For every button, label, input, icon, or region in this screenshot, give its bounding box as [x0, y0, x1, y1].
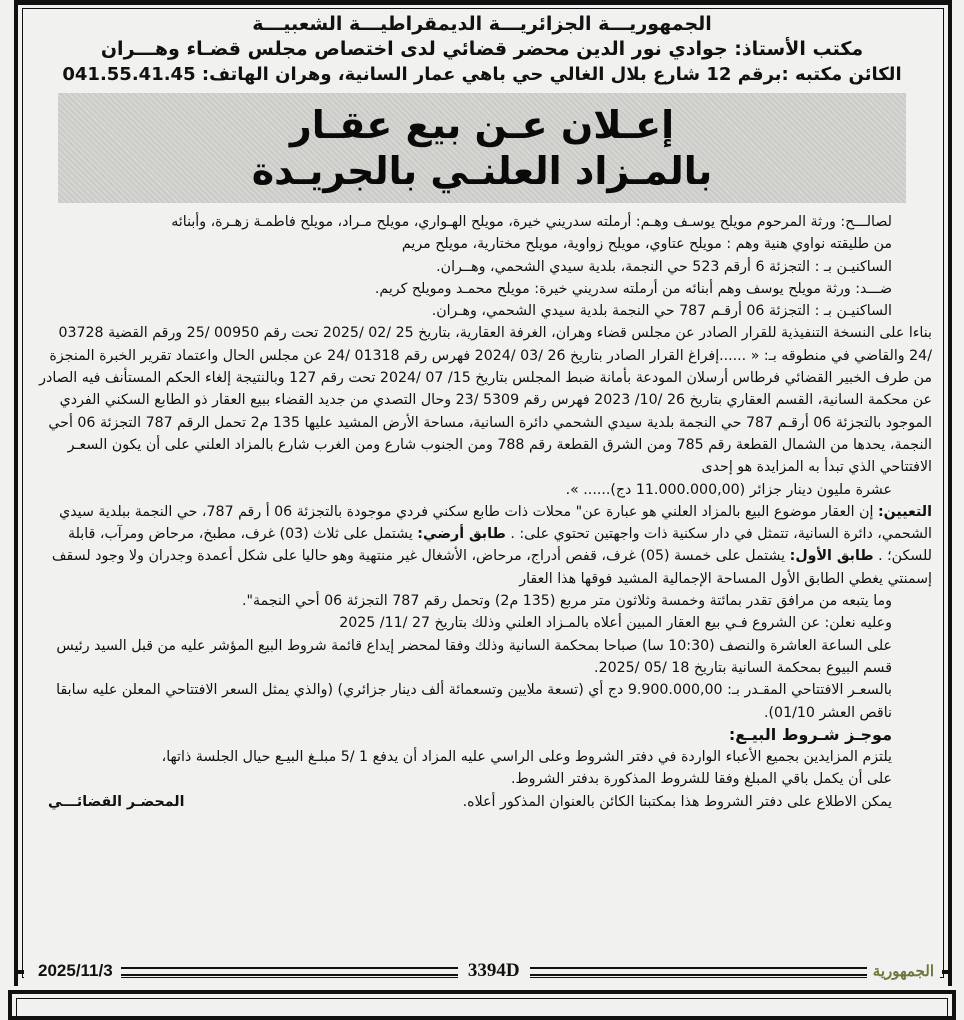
- notice-footer: [24, 960, 940, 982]
- footer-rule-left: [121, 967, 458, 976]
- notice-title-banner: [58, 93, 906, 203]
- bailiff-signature: المحضـر القضائـــي: [48, 793, 185, 810]
- ground-floor-label: طابق أرضي:: [417, 526, 506, 543]
- auction-time-location: على الساعة العاشرة والنصف (10:30 سا) صباحا بمحكمة السانية وذلك وفقا لمحضر إيداع قائمة شروط البيع المؤشر عليه من قبل السيد رئيس قسم البيوع بمحكمة السانية بتاريخ 18 /05 /2025.: [56, 637, 892, 676]
- footer-rule-right: [530, 967, 867, 976]
- condition-consult-text: يمكن الاطلاع على دفتر الشروط هذا بمكتبنا الكائن بالعنوان المذكور أعلاه.: [462, 793, 892, 810]
- notice-title-line1: إعـلان عـن بيع عقـار: [289, 103, 675, 147]
- condition-payment: يلتزم المزايدين بجميع الأعباء الواردة في دفتر الشروط وعلى الراسي عليه المزاد أن يدفع 1 /5 مبلـغ البيـع حيال الجلسة ذاتها، على أن يكمل باقي المبلغ وفقا للشروط المذكورة بدفتر الشروط.: [161, 749, 892, 788]
- court-decision: بناءا على النسخة التنفيذية للقرار الصادر عن مجلس قضاء وهران، الغرفة العقارية، بتاريخ 25 /02 /2025 تحت رقم 00950 /25 ورقم القضية 03728 /24 والقاضي في منطوقه بـ: « ......إفراغ القرار الصادر بتاريخ 26 /03 /2024 فهرس رقم 01318 /24 عن مجلس الحال واعتماد تقرير الخبرة المنجزة من طرف الخبير القضائي فرطاس أرسلان المودعة بأمانة ضبط المجلس بتاريخ 15/ 07 /2024 تحت رقم 127 وبالنتيجة إلغاء الحكم المستأنف فيه الصادر عن محكمة السانية، القسم العقاري بتاريخ 26 /10/ 2023 فهرس رقم 5309 /23 وحال التصدي من جديد القضاء ببيع العقار ذو الطابع السكني الفردي الموجود بالتجزئة 06 أرقـم 787 حي النجمة بلدية سيدي الشحمي دائرة السانية، مساحة الأرض المشيد عليها 135 م2 تحمل الرقم 787 التجزئة 06 أحي النجمة، يحدها من الشمال القطعة رقم 785 ومن الشرق القطعة رقم 788 ومن الجنوب شارع ومن الغرب شارع بالمزاد العلني على أن يكون السعـر الافتتاحي الذي تبدأ به المزايدة هو إحدى: [39, 325, 932, 476]
- ground-floor-text: يشتمل على ثلاث (03) غرف، مطبخ، مرحاض ومرآب، قابلة للسكن؛ .: [68, 526, 932, 565]
- condition-consult: [34, 791, 932, 813]
- opening-price-original: عشرة مليون دينار جزائر (11.000.000,00 دج)...... ».: [565, 481, 892, 498]
- notice-title-line2: بالمـزاد العلنـي بالجريـدة: [251, 149, 713, 193]
- corner-bottom-left: [14, 960, 24, 974]
- property-designation: [34, 501, 932, 590]
- legal-notice: [28, 12, 936, 813]
- first-floor-text: يشتمل على خمسة (05) غرف، قفص أدراج، مرحاض، الأشغال غير منتهية وهو حاليا على شكل أعمدة وجدران ولا وجود لسقف إسمنتي يغطي الطابق الأول المساحة الإجمالية المشيد فوقها هذا العقار: [51, 548, 932, 587]
- plaintiffs-address: الساكنيـن بـ : التجزئة 6 أرقم 523 حي النجمة، بلدية سيدي الشحمي، وهــران.: [436, 258, 892, 275]
- notice-code: 3394D: [458, 960, 530, 982]
- corner-bottom-right: [942, 960, 952, 974]
- plaintiffs: لصالـــح: ورثة المرحوم مويلح يوسـف وهـم: أرملته سدريني خيرة، مويلح الهـواري، مويلح مـراد، مويلح فاطمـة زهـرة، وأبنائه من طليقته نواوي هنية وهم : مويلح عتاوي، مويلح زواوية، مويلح مختارية، مويلح مريم: [171, 214, 892, 253]
- conditions-title: موجـز شـروط البيـع:: [728, 724, 892, 744]
- designation-text: إن العقار موضوع البيع بالمزاد العلني هو عبارة عن" محلات ذات طابع سكني فردي موجودة بالتجزئة 06 أ رقم 787، حي النجمة ببلدية سيدي الشحمي، دائرة السانية، تتمثل في دار سكنية ذات واجهتين تحتوي على: .: [59, 503, 932, 543]
- designation-label: التعيين:: [877, 503, 932, 520]
- notice-header: [28, 12, 936, 87]
- newspaper-logo: الجمهورية: [867, 962, 940, 980]
- defendants: ضـــد: ورثة مويلح يوسف وهم أبنائه من أرملته سدريني خيرة: مويلح محمـد ومويلح كريم.: [374, 280, 892, 297]
- defendants-address: الساكنيـن بـ : التجزئة 06 أرقـم 787 حي النجمة بلدية سيدي الشحمي، وهـران.: [431, 303, 892, 320]
- opening-price: بالسعـر الافتتاحي المقـدر بـ: 9.900.000,00 دج أي (تسعة ملايين وتسعمائة ألف دينار جزائري) (والذي يمثل السعر الافتتاحي المعلن عليه سابقا ناقص العشر 01/10).: [56, 682, 892, 721]
- property-annex: وما يتبعه من مرافق تقدر بمائتة وخمسة وثلاثون متر مربع (135 م2) وتحمل رقم 787 التجزئة 06 أحي النجمة".: [241, 593, 892, 610]
- republic-name: الجمهوريـــة الجزائريـــة الديمقراطيـــة الشعبيـــة: [252, 13, 712, 35]
- office-address: الكائن مكتبه :برقم 12 شارع بلال الغالي حي باهي عمار السانية، وهران الهاتف: 041.55.41.45: [62, 64, 902, 85]
- notice-body: [28, 211, 936, 813]
- office-name: مكتب الأستاذ: جوادي نور الدين محضر قضائي لدى اختصاص مجلس قضـاء وهـــران: [100, 38, 864, 60]
- publication-date: 2025/11/3: [24, 961, 121, 981]
- first-floor-label: طابق الأول:: [789, 548, 874, 565]
- next-notice-border: [8, 990, 956, 1020]
- auction-date: وعليه نعلن: عن الشروع فـي بيع العقار المبين أعلاه بالمـزاد العلني وذلك بتاريخ 27 /11/ 2025: [339, 615, 892, 632]
